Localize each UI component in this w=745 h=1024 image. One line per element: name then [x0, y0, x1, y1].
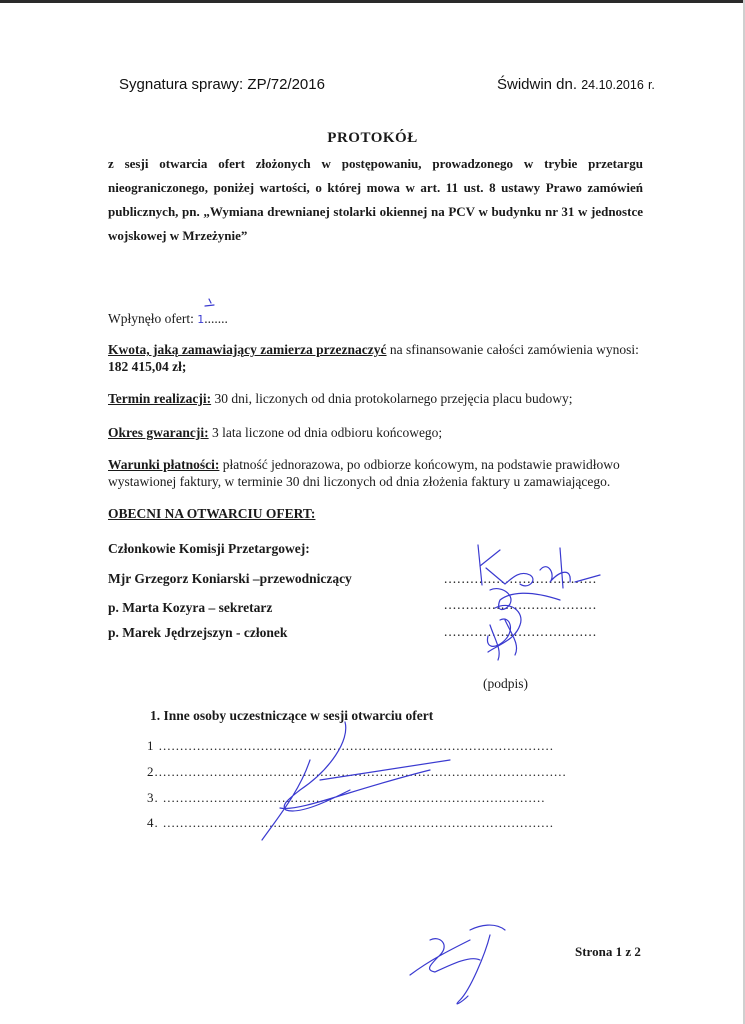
place-date — [497, 76, 655, 93]
signature-line-member: ................................... — [444, 624, 598, 639]
present-heading: OBECNI NA OTWARCIU OFERT: — [108, 506, 316, 521]
offers-handwritten-count: 1 — [197, 313, 205, 326]
committee-member-secretary: p. Marta Kozyra – sekretarz — [108, 600, 273, 615]
budget-label: Kwota, jaką zamawiający zamierza przeznaczyć — [108, 342, 387, 357]
offers-count-mark-icon — [205, 299, 214, 306]
case-prefix: Sygnatura sprawy: — [119, 76, 244, 93]
participant-line-3: 3. .......................................................................................... — [147, 790, 546, 805]
page-number: Strona 1 z 2 — [575, 944, 641, 959]
offers-count — [108, 310, 643, 328]
participant-line-4: 4. ............................................................................................ — [147, 815, 554, 830]
participant-line-1: 1 ............................................................................................. — [147, 738, 554, 753]
warranty-label: Okres gwarancji: — [108, 425, 209, 440]
place-prefix: Świdwin dn. — [497, 76, 578, 93]
scan-edge-top — [0, 0, 745, 3]
offers-label: Wpłynęło ofert: — [108, 311, 194, 326]
payment-label: Warunki płatności: — [108, 457, 220, 472]
signature-line-chair: ................................... — [444, 571, 598, 586]
signature-footer-icon — [410, 925, 505, 1004]
document-date: 24.10.2016 — [581, 78, 644, 92]
realization-text: 30 dni, liczonych od dnia protokolarnego przejęcia placu budowy; — [211, 391, 573, 406]
signature-line-secretary: ................................... — [444, 597, 598, 612]
realization-paragraph — [108, 390, 643, 407]
payment-text: płatność jednorazowa, po odbiorze końcowym, na podstawie prawidłowo wystawionej faktury, w terminie 30 dni liczonych od dnia złożenia faktury u zamawiającego. — [108, 457, 620, 489]
date-suffix: r. — [647, 78, 655, 92]
warranty-text: 3 lata liczone od dnia odbioru końcowego; — [208, 425, 443, 440]
committee-member-chair: Mjr Grzegorz Koniarski –przewodniczący — [108, 571, 352, 586]
budget-paragraph — [108, 341, 643, 375]
participant-line-2: 2................................................................................................. — [147, 764, 567, 779]
offers-dots: ....... — [204, 311, 228, 326]
signature-caption: (podpis) — [483, 676, 528, 691]
intro-paragraph: z sesji otwarcia ofert złożonych w postępowaniu, prowadzonego w trybie przetargu nieograniczonego, poniżej wartości, o której mowa w art. 11 ust. 8 ustawy Prawo zamówień publicznych, pn. „Wymiana drewnianej stolarki okiennej na PCV w budynku nr 31 w jednostce wojskowej w Mrzeżynie” — [108, 156, 643, 243]
budget-amount: 182 415,04 zł; — [108, 359, 187, 374]
realization-label: Termin realizacji: — [108, 391, 212, 406]
case-number: ZP/72/2016 — [247, 76, 325, 93]
committee-member-member: p. Marek Jędrzejszyn - członek — [108, 625, 288, 640]
document-title: PROTOKÓŁ — [327, 130, 418, 146]
budget-text: na sfinansowanie całości zamówienia wynosi: — [386, 342, 639, 357]
other-participants-heading: 1. Inne osoby uczestniczące w sesji otwarciu ofert — [150, 708, 434, 723]
committee-heading: Członkowie Komisji Przetargowej: — [108, 541, 310, 556]
warranty-paragraph — [108, 424, 643, 441]
payment-paragraph — [108, 456, 643, 490]
case-signature — [119, 76, 325, 93]
